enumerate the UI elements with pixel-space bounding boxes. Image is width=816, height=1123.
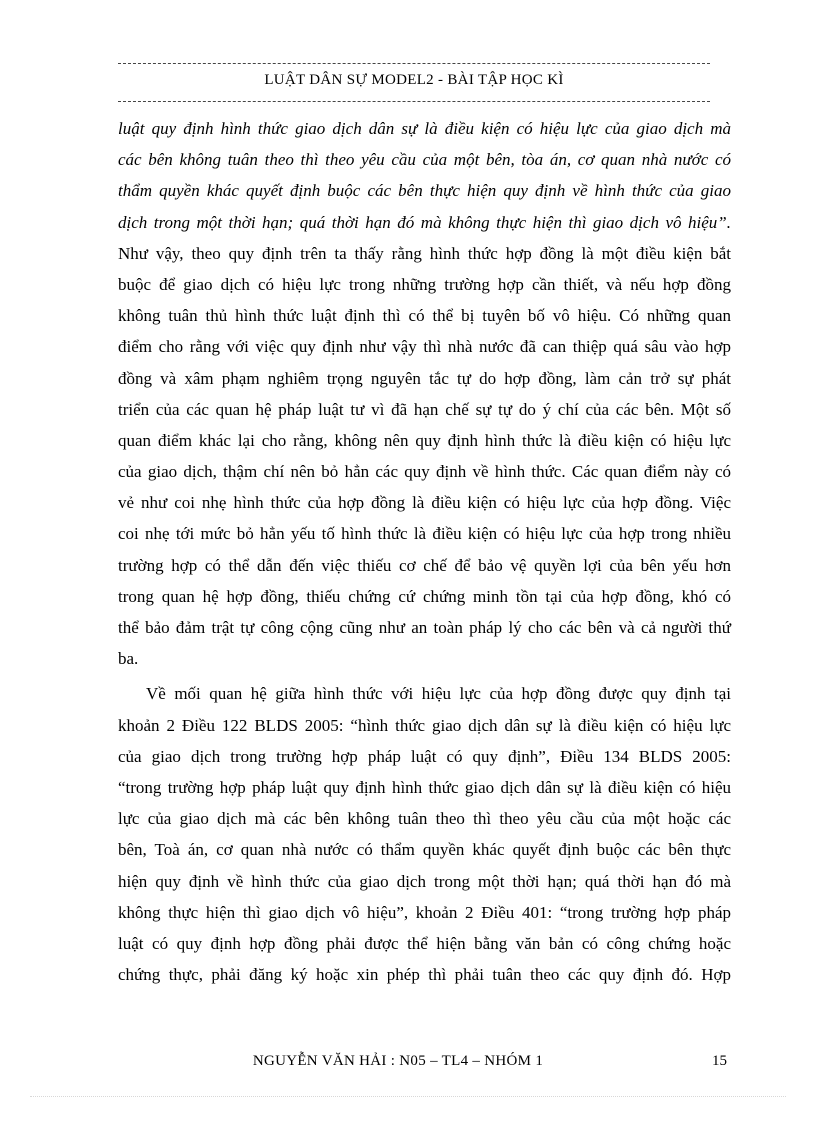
text-line: điểm cho rằng với việc quy định như vậy thì nhà nước đã can thiệp quá sâu vào hợp [118,337,731,357]
header-rule-top [118,63,710,64]
text-line: triển của các quan hệ pháp luật tư vì đã hạn chế sự tự do ý chí của các bên. Một số [118,399,731,419]
text-line: thẩm quyền khác quyết định buộc các bên thực hiện quy định về hình thức của giao [118,181,731,201]
text-line: “trong trường hợp pháp luật quy định hình thức giao dịch dân sự là điều kiện có hiệu [118,777,731,797]
page-header-title: LUẬT DÂN SỰ MODEL2 - BÀI TẬP HỌC KÌ [264,72,564,88]
text-line: thể bảo đảm trật tự công cộng cũng như an toàn pháp lý cho các bên và cả người thứ [118,618,731,637]
body-text [118,113,731,990]
text-line: không tuân thủ hình thức luật định thì có thể bị tuyên bố vô hiệu. Có những quan [118,306,731,326]
text-line: buộc để giao dịch có hiệu lực trong những trường hợp cần thiết, và nếu hợp đồng [118,274,731,294]
text-line: của giao dịch trong trường hợp pháp luật có quy định”, Điều 134 BLDS 2005: [118,746,731,766]
text-line: không thực hiện thì giao dịch vô hiệu”, khoản 2 Điều 401: “trong trường hợp pháp [118,902,731,922]
text-line: đồng và xâm phạm nghiêm trọng nguyên tắc tự do hợp đồng, làm cản trở sự phát [118,368,731,388]
text-line: các bên không tuân theo thì theo yêu cầu của một bên, tòa án, cơ quan nhà nước có [118,150,731,170]
page-footer-author: NGUYỄN VĂN HẢI : N05 – TL4 – NHÓM 1 [252,1053,544,1069]
text-line: luật quy định hình thức giao dịch dân sự là điều kiện có hiệu lực của giao dịch mà [118,119,731,138]
text-line: trong quan hệ hợp đồng, thiếu chứng cứ chứng minh tồn tại của hợp đồng, khó có [118,586,731,606]
text-line: trường hợp có thể dẫn đến việc thiếu cơ chế để bảo vệ quyền lợi của bên yếu hơn [118,555,731,575]
text-line: Như vậy, theo quy định trên ta thấy rằng hình thức hợp đồng là một điều kiện bắt [118,243,731,263]
text-line: Về mối quan hệ giữa hình thức với hiệu lực của hợp đồng được quy định tại [146,684,731,704]
page-bottom-rule [30,1096,786,1097]
text-line: dịch trong một thời hạn; quá thời hạn đó mà không thực hiện thì giao dịch vô hiệu”. [118,212,731,232]
page-number: 15 [712,1053,727,1069]
text-line: luật có quy định hợp đồng phải được thể hiện bằng văn bản có công chứng hoặc [118,933,731,953]
text-line: của giao dịch, thậm chí nên bỏ hẳn các quy định về hình thức. Các quan điểm này có [118,462,731,482]
text-line: ba. [118,649,139,669]
text-line: chứng thực, phải đăng ký hoặc xin phép thì phải tuân theo các quy định đó. Hợp [118,965,731,985]
text-line: lực của giao dịch mà các bên không tuân theo thì theo yêu cầu của một hoặc các [118,809,731,829]
text-line: quan điểm khác lại cho rằng, không nên quy định hình thức là điều kiện có hiệu lực [118,430,731,450]
text-line: bên, Toà án, cơ quan nhà nước có thẩm quyền khác quyết định buộc các bên thực [118,840,731,860]
text-line: coi nhẹ tới mức bỏ hẳn yếu tố hình thức là điều kiện có hiệu lực của hợp trong nhiều [118,524,731,544]
text-line: hiện quy định về hình thức của giao dịch trong một thời hạn; quá thời hạn đó mà [118,871,731,891]
text-line: khoản 2 Điều 122 BLDS 2005: “hình thức giao dịch dân sự là điều kiện có hiệu lực [118,715,731,735]
header-rule-bottom [118,101,710,102]
text-line: vẻ như coi nhẹ hình thức của hợp đồng là điều kiện có hiệu lực của hợp đồng. Việc [118,493,731,513]
